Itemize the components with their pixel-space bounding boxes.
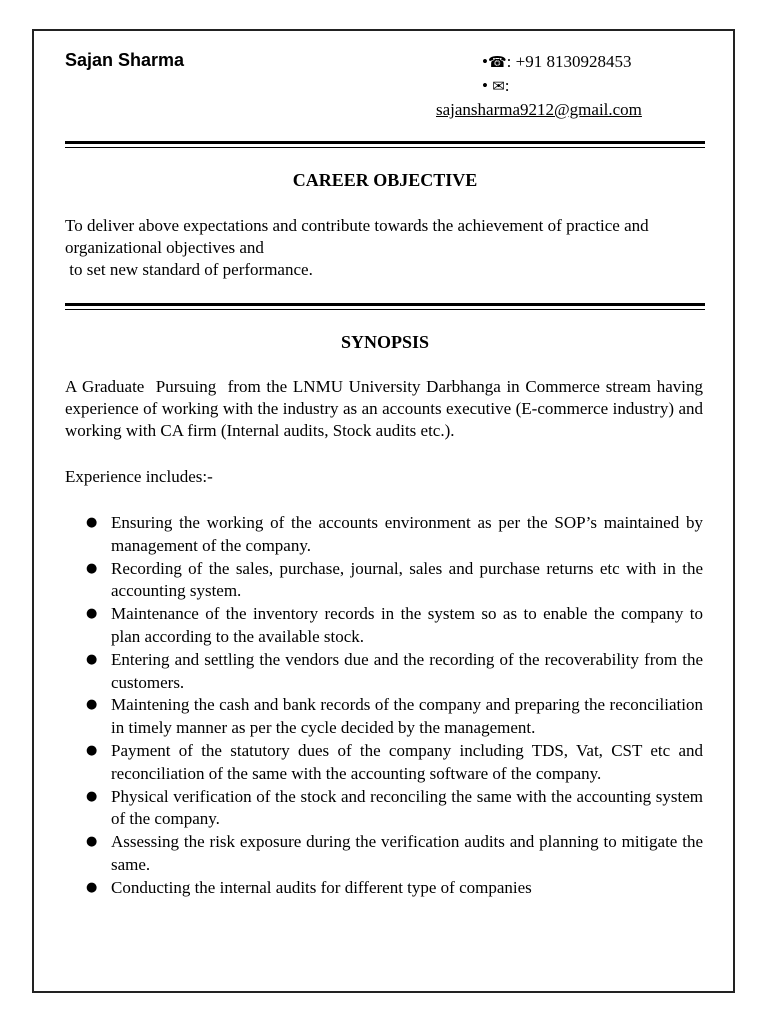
list-item <box>86 694 703 740</box>
list-item <box>86 649 703 695</box>
section-divider <box>65 303 705 310</box>
list-item <box>86 740 703 786</box>
bullet-icon: ● <box>86 515 98 530</box>
list-item <box>86 603 703 649</box>
experience-list <box>65 512 703 900</box>
email-link[interactable]: sajansharma9212@gmail.com <box>436 100 642 119</box>
phone-row <box>436 50 642 74</box>
bullet-icon: ● <box>86 879 98 895</box>
objective-line: to set new standard of performance. <box>65 260 313 279</box>
duty-text: Maintening the cash and bank records of the company and preparing the reconciliation in timely manner as per the cycle decided by the management. <box>111 695 703 738</box>
section-divider <box>65 141 705 148</box>
bullet-icon: ● <box>86 697 98 713</box>
duty-text: Ensuring the working of the accounts environment as per the SOP’s maintained by management of the company. <box>111 513 703 555</box>
bullet-icon: ● <box>86 606 98 622</box>
phone-bullet: • <box>482 52 488 71</box>
bullet-icon: ● <box>86 560 98 576</box>
candidate-name: Sajan Sharma <box>65 50 185 70</box>
objective-line: organizational objectives and <box>65 238 264 257</box>
duty-text: Payment of the statutory dues of the company including TDS, Vat, CST etc and reconciliation of the same with the accounting software of the company. <box>111 740 703 783</box>
bullet-icon: ● <box>86 834 98 850</box>
mail-bullet: • <box>482 76 493 95</box>
list-item <box>86 831 703 877</box>
phone-icon: ☎ <box>487 53 507 71</box>
phone-number: : +91 8130928453 <box>506 52 632 71</box>
list-item <box>86 558 703 604</box>
synopsis-heading: SYNOPSIS <box>340 332 430 352</box>
experience-label: Experience includes:- <box>65 467 213 486</box>
duty-text: Assessing the risk exposure during the verification audits and planning to mitigate the same. <box>111 832 703 874</box>
duty-text: Physical verification of the stock and reconciling the same with the accounting system of the company. <box>111 786 703 829</box>
envelope-icon: ✉ <box>492 77 505 95</box>
duty-text: Recording of the sales, purchase, journal, sales and purchase returns etc with in the accounting system. <box>111 558 703 601</box>
mail-row <box>436 74 642 98</box>
career-objective-heading: CAREER OBJECTIVE <box>292 170 478 190</box>
synopsis-paragraph: A Graduate Pursuing from the LNMU University Darbhanga in Commerce stream having experience of working with the industry as an accounts executive (E-commerce industry) and working with CA firm (Internal audits, Stock audits etc.). <box>65 377 708 440</box>
objective-paragraph <box>65 215 649 281</box>
duty-text: Entering and settling the vendors due and the recording of the recoverability from the customers. <box>111 649 703 692</box>
contact-block <box>436 50 642 121</box>
list-item <box>86 877 703 900</box>
list-item <box>86 786 703 832</box>
bullet-icon: ● <box>86 651 98 667</box>
email-row <box>436 98 642 121</box>
list-item <box>86 512 703 558</box>
duty-text: Conducting the internal audits for different type of companies <box>111 877 532 897</box>
duty-text: Maintenance of the inventory records in the system so as to enable the company to plan according to the available stock. <box>111 604 703 646</box>
objective-line: To deliver above expectations and contribute towards the achievement of practice and <box>65 216 649 235</box>
bullet-icon: ● <box>86 742 98 758</box>
mail-colon: : <box>504 76 510 95</box>
bullet-icon: ● <box>86 788 98 804</box>
